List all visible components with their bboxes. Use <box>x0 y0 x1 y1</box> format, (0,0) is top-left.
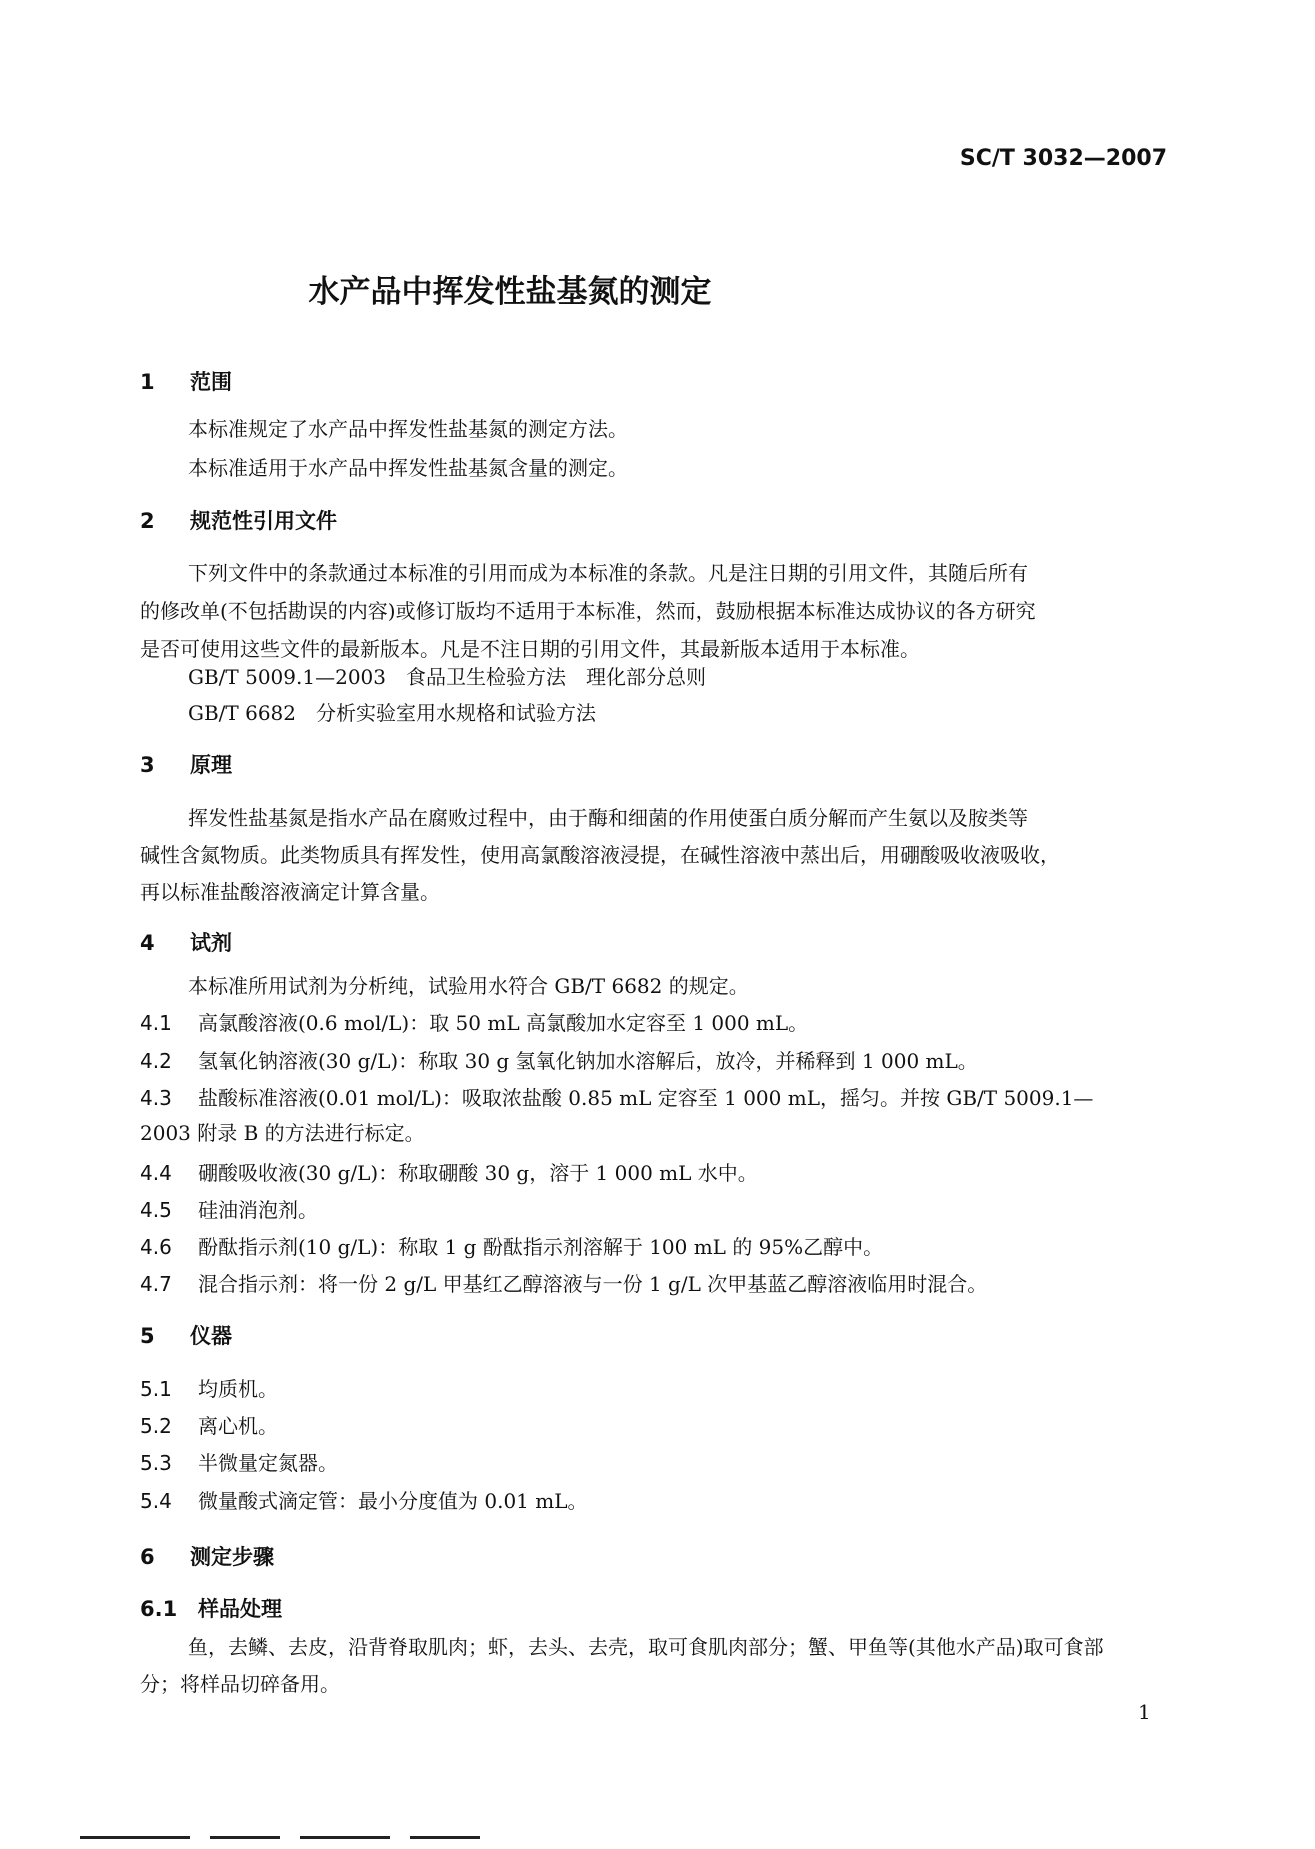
document-title: 水产品中挥发性盐基氮的测定 <box>308 274 712 310</box>
section-3-heading <box>140 749 232 779</box>
reagent-item <box>140 1082 1093 1111</box>
paragraph: 本标准规定了水产品中挥发性盐基氮的测定方法。 <box>188 417 628 441</box>
item-text: 半微量定氮器。 <box>198 1451 338 1475</box>
page-number: 1 <box>1138 1700 1151 1724</box>
item-text: 氢氧化钠溶液(30 g/L)：称取 30 g 氢氧化钠加水溶解后，放冷，并稀释到 1 000 mL。 <box>198 1049 978 1073</box>
section-title: 原理 <box>190 753 232 777</box>
section-number: 2 <box>140 509 155 533</box>
subsection-6-1-heading <box>140 1593 282 1623</box>
item-number: 4.7 <box>140 1272 172 1296</box>
section-title: 规范性引用文件 <box>190 509 337 533</box>
reagent-item <box>140 1231 883 1260</box>
section-1-heading <box>140 366 232 396</box>
section-title: 仪器 <box>190 1324 232 1348</box>
paragraph: 本标准所用试剂为分析纯，试验用水符合 GB/T 6682 的规定。 <box>188 974 749 998</box>
item-text: 均质机。 <box>198 1377 278 1401</box>
item-continuation: 2003 附录 B 的方法进行标定。 <box>140 1121 425 1145</box>
standard-code: SC/T 3032—2007 <box>959 146 1167 171</box>
apparatus-item <box>140 1485 588 1514</box>
item-number: 4.5 <box>140 1198 172 1222</box>
item-number: 4.1 <box>140 1011 172 1035</box>
item-text: 硅油消泡剂。 <box>198 1198 318 1222</box>
reagent-item <box>140 1268 987 1297</box>
section-number: 6 <box>140 1545 155 1569</box>
item-number: 5.4 <box>140 1489 172 1513</box>
reference-1: GB/T 5009.1—2003 食品卫生检验方法 理化部分总则 <box>188 665 706 689</box>
subsection-number: 6.1 <box>140 1597 178 1621</box>
section-number: 1 <box>140 370 155 394</box>
section-6-heading <box>140 1541 274 1571</box>
reference-2: GB/T 6682 分析实验室用水规格和试验方法 <box>188 701 597 725</box>
item-text: 混合指示剂：将一份 2 g/L 甲基红乙醇溶液与一份 1 g/L 次甲基蓝乙醇溶液临用时混合。 <box>198 1272 988 1296</box>
item-number: 4.4 <box>140 1161 172 1185</box>
item-number: 5.1 <box>140 1377 172 1401</box>
section-5-heading <box>140 1320 232 1350</box>
paragraph-line: 碱性含氮物质。此类物质具有挥发性，使用高氯酸溶液浸提，在碱性溶液中蒸出后，用硼酸吸收液吸收， <box>140 843 1060 867</box>
section-4-heading <box>140 927 232 957</box>
item-number: 5.3 <box>140 1451 172 1475</box>
paragraph-line: 的修改单(不包括勘误的内容)或修订版均不适用于本标准，然而，鼓励根据本标准达成协议的各方研究 <box>140 599 1036 623</box>
paragraph-line: 挥发性盐基氮是指水产品在腐败过程中，由于酶和细菌的作用使蛋白质分解而产生氨以及胺类等 <box>188 806 1028 830</box>
subsection-title: 样品处理 <box>198 1597 282 1621</box>
item-text: 酚酞指示剂(10 g/L)：称取 1 g 酚酞指示剂溶解于 100 mL 的 95%乙醇中。 <box>198 1235 884 1259</box>
section-number: 5 <box>140 1324 155 1348</box>
edge-rule <box>410 1836 480 1839</box>
item-number: 4.6 <box>140 1235 172 1259</box>
item-text: 硼酸吸收液(30 g/L)：称取硼酸 30 g，溶于 1 000 mL 水中。 <box>198 1161 758 1185</box>
item-text: 盐酸标准溶液(0.01 mol/L)：吸取浓盐酸 0.85 mL 定容至 1 000 mL，摇匀。并按 GB/T 5009.1— <box>198 1086 1094 1110</box>
section-title: 试剂 <box>190 931 232 955</box>
section-title: 测定步骤 <box>190 1545 274 1569</box>
paragraph: 本标准适用于水产品中挥发性盐基氮含量的测定。 <box>188 456 628 480</box>
reagent-item <box>140 1007 808 1036</box>
paragraph-line: 鱼，去鳞、去皮，沿背脊取肌肉；虾，去头、去壳，取可食肌肉部分；蟹、甲鱼等(其他水产品)取可食部 <box>188 1635 1104 1659</box>
paragraph-line: 是否可使用这些文件的最新版本。凡是不注日期的引用文件，其最新版本适用于本标准。 <box>140 637 920 661</box>
edge-rule <box>210 1836 280 1839</box>
item-text: 离心机。 <box>198 1414 278 1438</box>
paragraph-line: 再以标准盐酸溶液滴定计算含量。 <box>140 880 440 904</box>
item-number: 5.2 <box>140 1414 172 1438</box>
item-number: 4.3 <box>140 1086 172 1110</box>
edge-rule <box>80 1836 190 1839</box>
item-text: 微量酸式滴定管：最小分度值为 0.01 mL。 <box>198 1489 588 1513</box>
apparatus-item <box>140 1373 278 1402</box>
reagent-item <box>140 1045 978 1074</box>
section-number: 3 <box>140 753 155 777</box>
reagent-item <box>140 1194 318 1223</box>
apparatus-item <box>140 1447 338 1476</box>
apparatus-item <box>140 1410 278 1439</box>
section-2-heading <box>140 505 337 535</box>
paragraph-line: 下列文件中的条款通过本标准的引用而成为本标准的条款。凡是注日期的引用文件，其随后所有 <box>188 561 1028 585</box>
item-text: 高氯酸溶液(0.6 mol/L)：取 50 mL 高氯酸加水定容至 1 000 mL。 <box>198 1011 809 1035</box>
paragraph-line: 分；将样品切碎备用。 <box>140 1672 340 1696</box>
edge-rule <box>300 1836 390 1839</box>
item-number: 4.2 <box>140 1049 172 1073</box>
section-title: 范围 <box>190 370 232 394</box>
section-number: 4 <box>140 931 155 955</box>
reagent-item <box>140 1157 758 1186</box>
